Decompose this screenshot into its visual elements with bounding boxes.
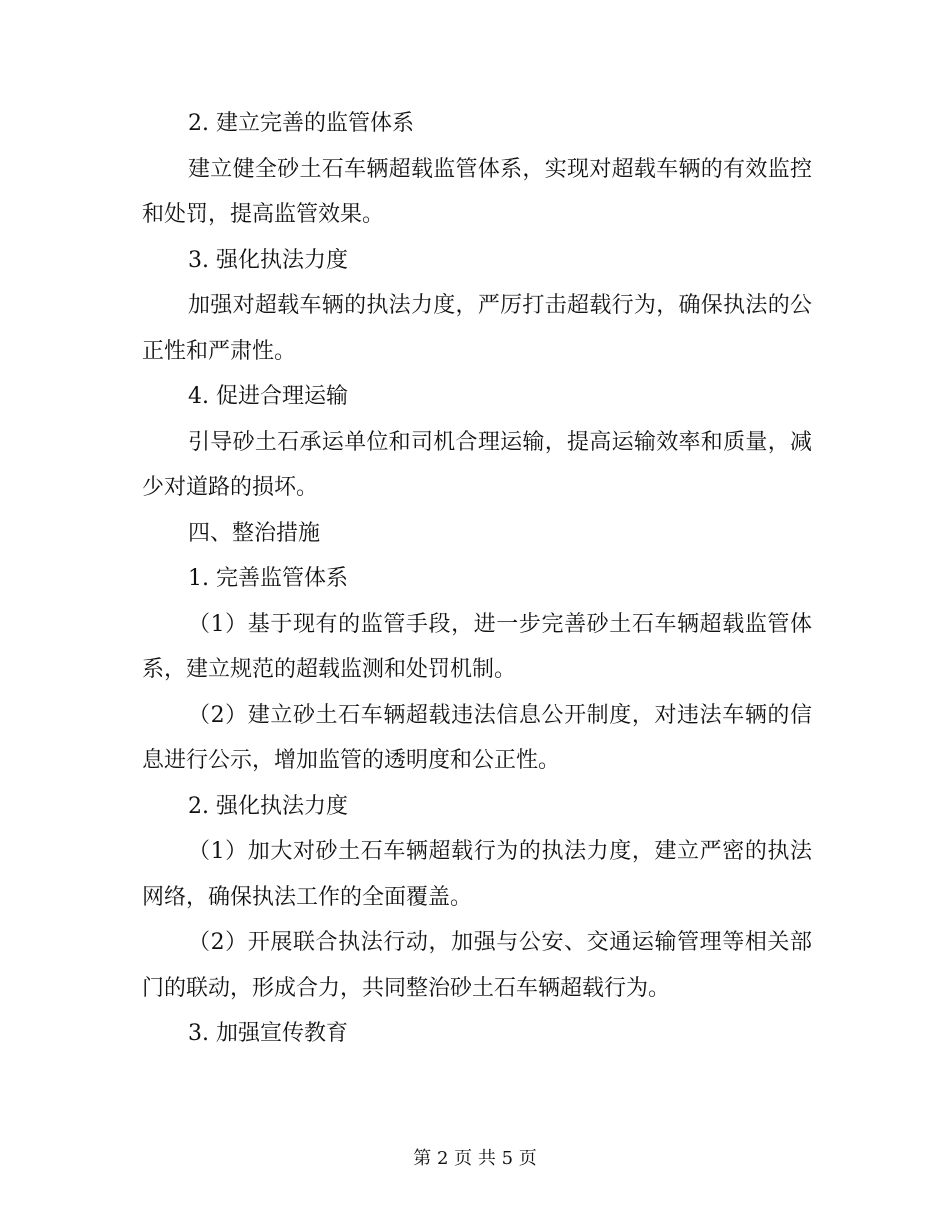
chapter-heading: 四、整治措施 [188,520,321,546]
body-paragraph: 引导砂土石承运单位和司机合理运输，提高运输效率和质量，减少对道路的损坏。 [142,429,812,500]
body-paragraph: （2）建立砂土石车辆超载违法信息公开制度，对违法车辆的信息进行公示，增加监管的透明度和公正性。 [142,702,812,773]
body-paragraph: （1）加大对砂土石车辆超载行为的执法力度，建立严密的执法网络，确保执法工作的全面覆盖。 [142,839,812,910]
page-number-footer: 第 2 页 共 5 页 [413,1148,537,1169]
section-heading: 2. 强化执法力度 [188,793,348,819]
body-paragraph: 建立健全砂土石车辆超载监管体系，实现对超载车辆的有效监控和处罚，提高监管效果。 [142,156,812,227]
body-paragraph: 加强对超载车辆的执法力度，严厉打击超载行为，确保执法的公正性和严肃性。 [142,293,812,364]
section-heading: 3. 加强宣传教育 [188,1021,348,1046]
body-paragraph: （2）开展联合执法行动，加强与公安、交通运输管理等相关部门的联动，形成合力，共同整治砂土石车辆超载行为。 [142,930,812,1001]
section-heading: 1. 完善监管体系 [188,566,348,591]
section-heading: 4. 促进合理运输 [188,384,348,409]
body-paragraph: （1）基于现有的监管手段，进一步完善砂土石车辆超载监管体系，建立规范的超载监测和处罚机制。 [142,611,812,682]
document-body [142,101,812,1057]
section-heading: 2. 建立完善的监管体系 [188,111,414,136]
section-heading: 3. 强化执法力度 [188,247,348,273]
